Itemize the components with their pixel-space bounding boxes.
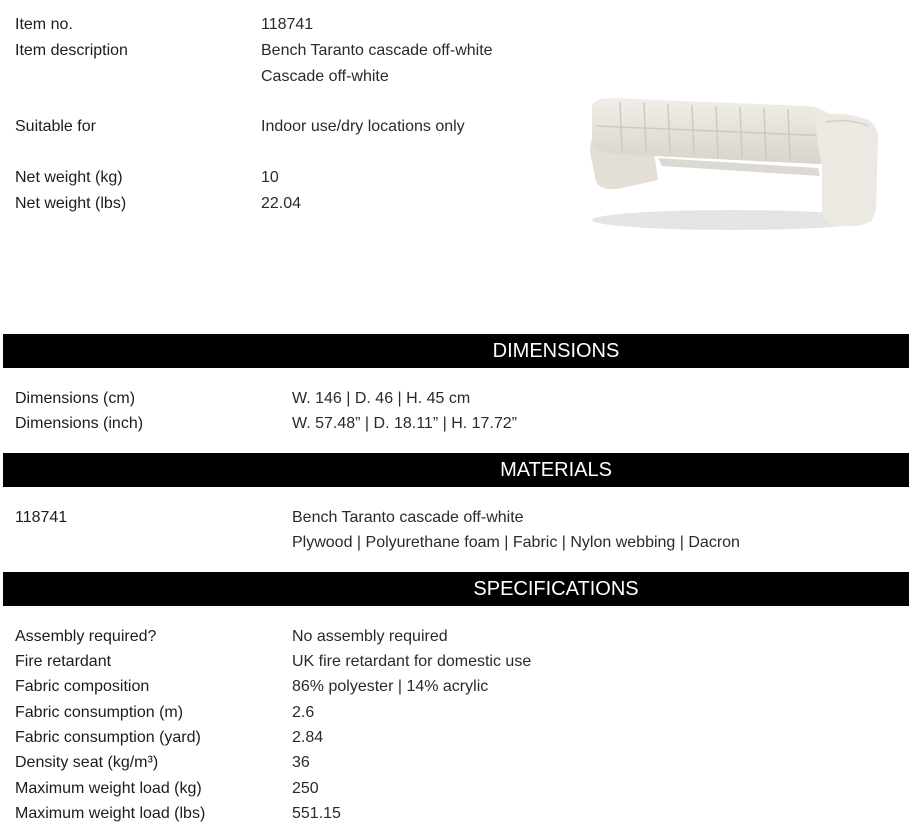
spec-value: 2.6: [292, 704, 315, 721]
spec-value: 2.84: [292, 729, 324, 746]
spec-label: Fire retardant: [15, 653, 112, 670]
materials-item-label: 118741: [15, 509, 68, 526]
dimensions-cm-value: W. 146 | D. 46 | H. 45 cm: [292, 390, 471, 407]
spec-label: Assembly required?: [15, 628, 157, 645]
dimensions-title: DIMENSIONS: [492, 340, 620, 362]
item-description-value-secondary: Cascade off-white: [261, 68, 389, 85]
net-weight-lbs-value: 22.04: [261, 195, 302, 212]
item-description-label: Item description: [15, 42, 128, 59]
spec-label: Fabric composition: [15, 678, 150, 695]
spec-label: Maximum weight load (kg): [15, 780, 202, 797]
spec-label: Maximum weight load (lbs): [15, 805, 206, 822]
suitable-for-label: Suitable for: [15, 118, 96, 135]
net-weight-kg-label: Net weight (kg): [15, 169, 123, 186]
item-no-value: 118741: [261, 16, 314, 33]
net-weight-lbs-label: Net weight (lbs): [15, 195, 127, 212]
spec-value: 86% polyester | 14% acrylic: [292, 678, 489, 695]
materials-item-value: Bench Taranto cascade off-white: [292, 509, 524, 526]
dimensions-cm-label: Dimensions (cm): [15, 390, 136, 407]
specifications-header: [3, 572, 909, 606]
dimensions-inch-label: Dimensions (inch): [15, 415, 144, 432]
net-weight-kg-value: 10: [261, 169, 279, 186]
item-no-label: Item no.: [15, 16, 73, 33]
spec-value: 250: [292, 780, 319, 797]
spec-label: Density seat (kg/m³): [15, 754, 159, 771]
dimensions-header: [3, 334, 909, 368]
specifications-title: SPECIFICATIONS: [473, 578, 639, 600]
item-description-value: Bench Taranto cascade off-white: [261, 42, 493, 59]
spec-value: 551.15: [292, 805, 341, 822]
spec-value: No assembly required: [292, 628, 448, 645]
suitable-for-value: Indoor use/dry locations only: [261, 118, 465, 135]
materials-header: [3, 453, 909, 487]
materials-title: MATERIALS: [500, 459, 612, 481]
materials-composition: Plywood | Polyurethane foam | Fabric | Nylon webbing | Dacron: [292, 534, 740, 551]
spec-value: UK fire retardant for domestic use: [292, 653, 532, 670]
spec-value: 36: [292, 754, 310, 771]
product-image: [582, 92, 882, 237]
dimensions-inch-value: W. 57.48” | D. 18.11” | H. 17.72”: [292, 415, 518, 432]
spec-label: Fabric consumption (yard): [15, 729, 201, 746]
spec-label: Fabric consumption (m): [15, 704, 184, 721]
